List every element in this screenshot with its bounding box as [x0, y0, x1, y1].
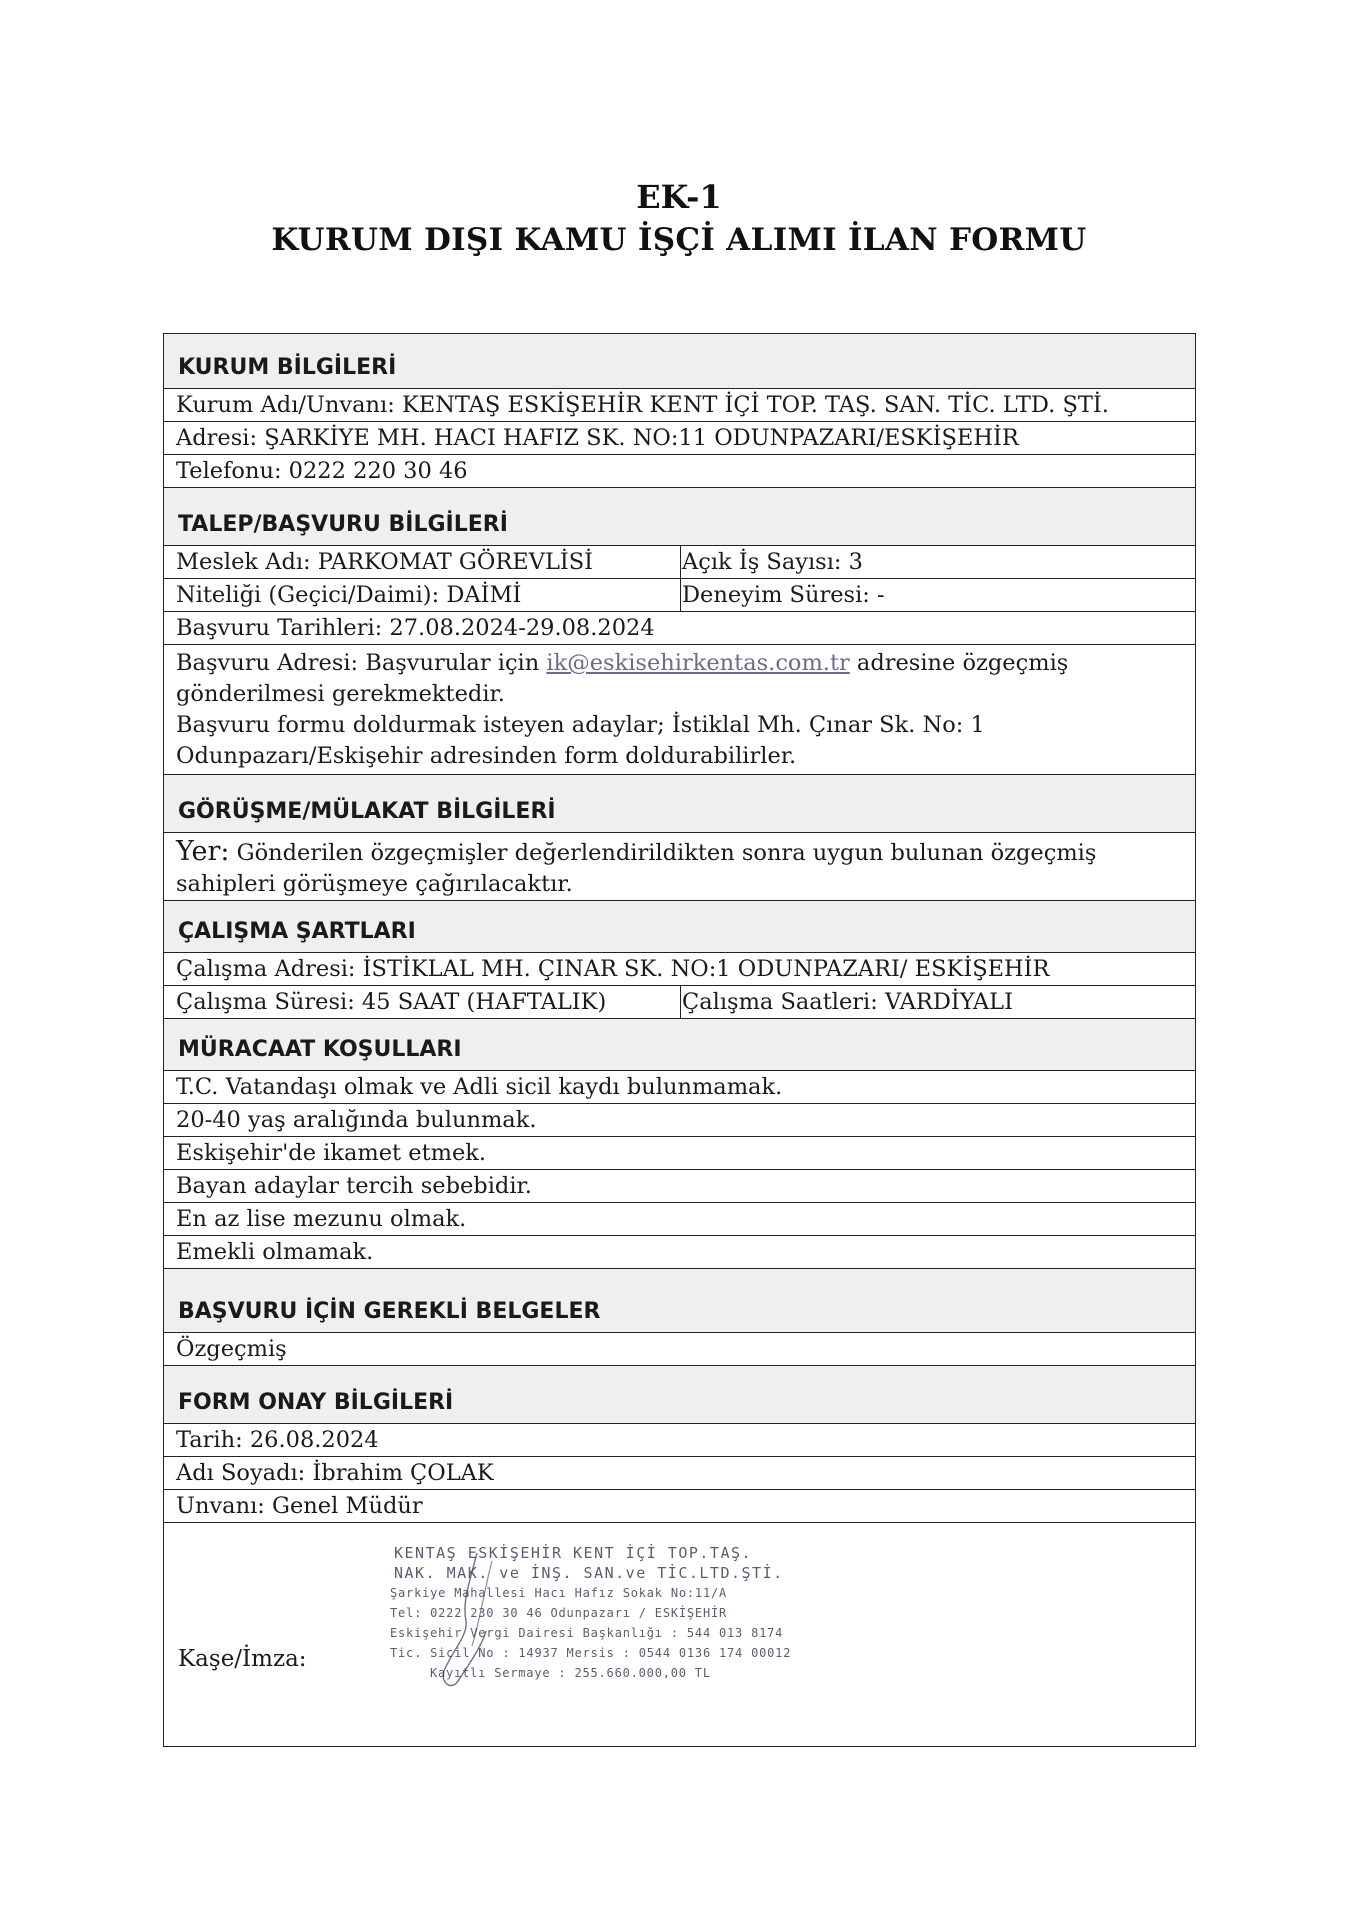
company-stamp: KENTAŞ ESKİŞEHİR KENT İÇİ TOP.TAŞ. NAK. MAK. ve İNŞ. SAN.ve TİC.LTD.ŞTİ. Şarkiye Mahallesi Hacı Hafız Sokak No:11/A Tel: 0222 230 30 46 Odunpazarı / ESKİŞEHİR Eskişehir Vergi Dairesi Başkanlığı : 544 013 8174 Tic. Sicil No : 14937 Mersis : 0544 0136 174 00012 Kayıtlı Sermaye : 255.660.000,00 TL	[390, 1544, 792, 1680]
onay-adi-soyadi: Adı Soyadı: İbrahim ÇOLAK	[176, 1460, 494, 1486]
basvuru-adresi-row	[164, 644, 1195, 774]
onay-tarih-row	[164, 1423, 1195, 1456]
gorusme-yer: Yer: Gönderilen özgeçmişler değerlendirildikten sonra uygun bulunan özgeçmiş sahipleri görüşmeye çağırılacaktır.	[176, 836, 1097, 897]
email-link[interactable]: ik@eskisehirkentas.com.tr	[546, 650, 850, 676]
belge-row	[164, 1332, 1195, 1365]
onay-unvani: Unvanı: Genel Müdür	[176, 1493, 423, 1519]
handwritten-signature	[422, 1551, 522, 1701]
document-title: KURUM DIŞI KAMU İŞÇİ ALIMI İLAN FORMU	[271, 222, 1087, 258]
deneyim-suresi: Deneyim Süresi: -	[682, 582, 885, 608]
acik-is-sayisi: Açık İş Sayısı: 3	[682, 549, 863, 575]
niteligi: Niteliği (Geçici/Daimi): DAİMİ	[176, 582, 522, 608]
belge-text: Özgeçmiş	[176, 1336, 287, 1362]
section-title: BAŞVURU İÇİN GEREKLİ BELGELER	[178, 1299, 601, 1324]
cell-divider	[680, 546, 681, 578]
section-header-onay	[164, 1365, 1195, 1423]
calisma-saatleri: Çalışma Saatleri: VARDİYALI	[682, 989, 1013, 1015]
kosul-text: T.C. Vatandaşı olmak ve Adli sicil kaydı bulunmamak.	[176, 1074, 783, 1100]
list-item	[164, 1202, 1195, 1235]
kurum-name-row	[164, 388, 1195, 421]
basvuru-tarihleri: Başvuru Tarihleri: 27.08.2024-29.08.2024	[176, 615, 655, 641]
kurum-phone: Telefonu: 0222 220 30 46	[176, 458, 468, 484]
basvuru-form-adresi: Başvuru formu doldurmak isteyen adaylar; İstiklal Mh. Çınar Sk. No: 1 Odunpazarı/Eskişehir adresinden form doldurabilirler.	[176, 712, 985, 769]
kosul-text: Eskişehir'de ikamet etmek.	[176, 1140, 487, 1166]
section-header-muracaat	[164, 1018, 1195, 1070]
gorusme-yer-row	[164, 832, 1195, 900]
basvuru-adresi: Başvuru Adresi: Başvurular için ik@eskisehirkentas.com.tr adresine özgeçmiş gönderilmesi gerekmektedir. Başvuru formu doldurmak isteyen adaylar; İstiklal Mh. Çınar Sk. No: 1 Odunpazarı/Eskişehir adresinden form doldurabilirler.	[176, 650, 1069, 769]
kase-imza-row	[164, 1522, 1195, 1746]
calisma-adresi-row	[164, 952, 1195, 985]
meslek-row	[164, 545, 1195, 578]
section-title: GÖRÜŞME/MÜLAKAT BİLGİLERİ	[178, 799, 556, 824]
list-item	[164, 1070, 1195, 1103]
kurum-address: Adresi: ŞARKİYE MH. HACI HAFIZ SK. NO:11 ODUNPAZARI/ESKİŞEHİR	[176, 425, 1019, 451]
section-header-calisma	[164, 900, 1195, 952]
onay-unvan-row	[164, 1489, 1195, 1522]
kurum-phone-row	[164, 454, 1195, 487]
calisma-suresi-row	[164, 985, 1195, 1018]
document-annex-label: EK-1	[636, 178, 722, 216]
section-title: KURUM BİLGİLERİ	[178, 355, 397, 380]
calisma-adresi: Çalışma Adresi: İSTİKLAL MH. ÇINAR SK. NO:1 ODUNPAZARI/ ESKİŞEHİR	[176, 956, 1050, 982]
basvuru-tarihleri-row	[164, 611, 1195, 644]
list-item	[164, 1103, 1195, 1136]
job-announcement-form	[163, 333, 1196, 1747]
onay-tarih: Tarih: 26.08.2024	[176, 1427, 379, 1453]
kosul-text: 20-40 yaş aralığında bulunmak.	[176, 1107, 537, 1133]
section-title: FORM ONAY BİLGİLERİ	[178, 1390, 454, 1415]
list-item	[164, 1235, 1195, 1268]
cell-divider	[680, 579, 681, 611]
kase-imza-label: Kaşe/İmza:	[178, 1646, 307, 1672]
section-header-belgeler	[164, 1268, 1195, 1332]
kosul-text: En az lise mezunu olmak.	[176, 1206, 467, 1232]
kurum-name: Kurum Adı/Unvanı: KENTAŞ ESKİŞEHİR KENT İÇİ TOP. TAŞ. SAN. TİC. LTD. ŞTİ.	[176, 392, 1109, 418]
section-header-talep	[164, 487, 1195, 545]
list-item	[164, 1136, 1195, 1169]
meslek-adi: Meslek Adı: PARKOMAT GÖREVLİSİ	[176, 549, 594, 575]
nitelik-row	[164, 578, 1195, 611]
section-title: ÇALIŞMA ŞARTLARI	[178, 919, 416, 944]
kurum-address-row	[164, 421, 1195, 454]
kosul-text: Emekli olmamak.	[176, 1239, 374, 1265]
section-title: MÜRACAAT KOŞULLARI	[178, 1037, 462, 1062]
list-item	[164, 1169, 1195, 1202]
section-header-kurum	[164, 334, 1195, 388]
kosul-text: Bayan adaylar tercih sebebidir.	[176, 1173, 532, 1199]
onay-ad-row	[164, 1456, 1195, 1489]
cell-divider	[680, 986, 681, 1018]
calisma-suresi: Çalışma Süresi: 45 SAAT (HAFTALIK)	[176, 989, 607, 1015]
section-title: TALEP/BAŞVURU BİLGİLERİ	[178, 512, 508, 537]
section-header-gorusme	[164, 774, 1195, 832]
